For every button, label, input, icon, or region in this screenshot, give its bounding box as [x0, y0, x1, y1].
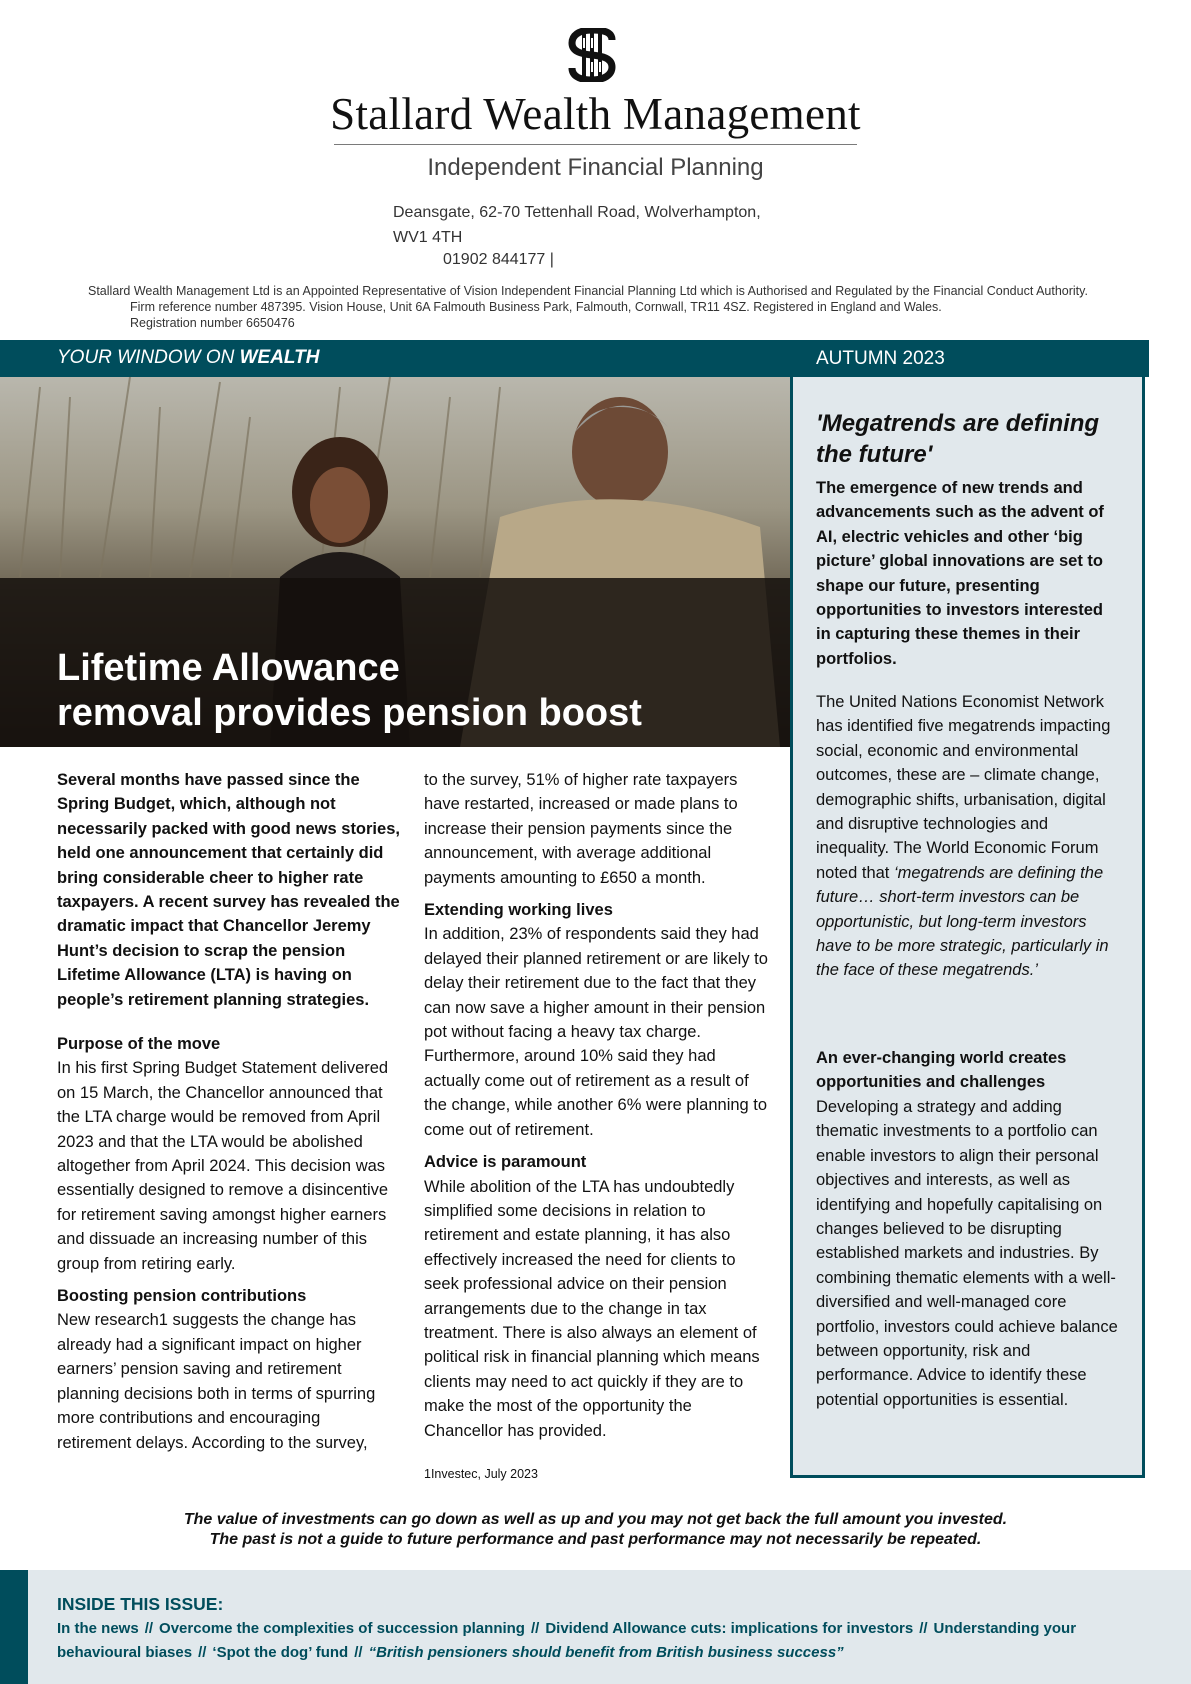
- paragraph-boosting-continued: to the survey, 51% of higher rate taxpayers have restarted, increased or made plans to increase their pension payments since the announcement, with average additional payments amounting to £650 a month.: [424, 771, 738, 887]
- sidebar-quote: ‘megatrends are defining the future… short-term investors can be opportunistic, but long-term investors have to be more strategic, particularly in the face of these megatrends.’: [816, 863, 1109, 980]
- heading-advice: Advice is paramount: [424, 1153, 587, 1172]
- article-column-1: [57, 1032, 397, 1454]
- item-separator: //: [144, 1620, 154, 1637]
- footnote: 1Investec, July 2023: [424, 1467, 538, 1481]
- item-separator: //: [198, 1644, 207, 1661]
- sidebar-body-text: The United Nations Economist Network has identified five megatrends impacting social, economic and environmental outcomes, these are – climate change, demographic shifts, urbanisation, digital and disruptive technologies and inequality. The World Economic Forum noted that: [816, 693, 1111, 882]
- newsletter-title-emphasis: WEALTH: [239, 347, 320, 368]
- sidebar-body-2: Developing a strategy and adding thematic investments to a portfolio can enable investors to align their personal objectives and interests, as well as identifying and hopefully capitalising on changes believed to be disrupting established markets and industries. By combining thematic elements with a well-diversified and well-managed core portfolio, investors could achieve balance between opportunity, risk and performance. Advice to identify these potential opportunities is essential.: [816, 1098, 1118, 1409]
- firm-tagline: Independent Financial Planning: [427, 154, 764, 181]
- heading-extending: Extending working lives: [424, 901, 613, 920]
- disclaimer-line-1: The value of investments can go down as well as up and you may not get back the full amount you invested.: [183, 1511, 1008, 1528]
- headline-line-1: Lifetime Allowance: [57, 647, 400, 689]
- sidebar-subheading: An ever-changing world creates opportunities and challenges: [816, 1049, 1067, 1092]
- paragraph-extending: In addition, 23% of respondents said they had delayed their planned retirement or are likely to delay their retirement due to the fact that they can now save a higher amount in their pension pot without facing a heavy tax charge. Furthermore, around 10% said they had actually come out of retirement as a result of the change, while another 6% were planning to come out of retirement.: [424, 925, 768, 1139]
- heading-purpose: Purpose of the move: [57, 1035, 221, 1053]
- headline-line-2: removal provides pension boost: [57, 692, 642, 734]
- issue-item-british-pensioners: “British pensioners should benefit from British business success”: [368, 1644, 844, 1661]
- issue-item-biases: Understanding your behavioural biases: [57, 1620, 1077, 1661]
- regulatory-notice: [88, 283, 1088, 331]
- issue-date: AUTUMN 2023: [816, 348, 945, 369]
- paragraph-boosting: New research1 suggests the change has already had a significant impact on higher earners’ pension saving and retirement planning decisions both in terms of spurring more contributions and encouraging retirement delays. According to the survey,: [57, 1311, 376, 1452]
- firm-name: Stallard Wealth Management: [330, 89, 861, 139]
- issue-item-dividend: Dividend Allowance cuts: implications for investors: [545, 1620, 914, 1637]
- paragraph-advice: While abolition of the LTA has undoubtedly simplified some decisions in relation to retirement and estate planning, it has also effectively increased the need for clients to seek professional advice on their pension arrangements due to the change in tax treatment. There is also always an element of political risk in financial planning which means clients may need to act quickly if they are to make the most of the opportunity the Chancellor has provided.: [424, 1177, 760, 1440]
- inside-issue-accent: [0, 1570, 28, 1684]
- item-separator: //: [530, 1620, 540, 1637]
- newsletter-title-prefix: YOUR WINDOW ON: [57, 347, 240, 368]
- issue-item-spot-the-dog: ‘Spot the dog’ fund: [212, 1644, 349, 1661]
- sidebar-body: [816, 690, 1121, 983]
- inside-issue-list: [57, 1617, 1157, 1665]
- heading-boosting: Boosting pension contributions: [57, 1287, 307, 1306]
- inside-issue-title: INSIDE THIS ISSUE:: [57, 1594, 224, 1614]
- firm-address: [393, 200, 823, 250]
- disclaimer-line-2: The past is not a guide to future performance and past performance may not necessarily be repeated.: [209, 1531, 982, 1548]
- issue-item-in-the-news: In the news: [57, 1620, 139, 1637]
- newsletter-title: [57, 347, 319, 369]
- risk-disclaimer: [0, 1510, 1191, 1550]
- address-line-2: WV1 4TH: [393, 229, 463, 246]
- firm-phone: 01902 844177 |: [443, 251, 554, 268]
- stallard-logo-icon: [568, 28, 616, 82]
- item-separator: //: [354, 1644, 363, 1661]
- legal-line-1: Stallard Wealth Management Ltd is an Appointed Representative of Vision Independent Financial Planning Ltd which is Authorised and Regulated by the Financial Conduct Authority.: [88, 284, 1088, 298]
- address-line-1: Deansgate, 62-70 Tettenhall Road, Wolverhampton,: [393, 204, 761, 221]
- headline: [57, 646, 757, 736]
- article-lede: Several months have passed since the Spring Budget, which, although not necessarily packed with good news stories, held one announcement that certainly did bring considerable cheer to higher rate taxpayers. A recent survey has revealed the dramatic impact that Chancellor Jeremy Hunt’s decision to scrap the pension Lifetime Allowance (LTA) is having on people’s retirement planning strategies.: [57, 771, 400, 1009]
- legal-line-3: Registration number 6650476: [130, 316, 295, 330]
- sidebar-heading: 'Megatrends are defining the future': [816, 410, 1100, 468]
- legal-line-2: Firm reference number 487395. Vision House, Unit 6A Falmouth Business Park, Falmouth, Cornwall, TR11 4SZ. Registered in England and Wales.: [130, 300, 942, 314]
- paragraph-purpose: In his first Spring Budget Statement delivered on 15 March, the Chancellor announced that the LTA charge would be removed from April 2023 and that the LTA would be abolished altogether from April 2024. This decision was essentially designed to remove a disincentive for retirement saving amongst higher earners and dissuade an increasing number of this group from retiring early.: [57, 1059, 389, 1273]
- header-divider: [334, 144, 857, 145]
- article-column-2: [424, 768, 769, 1443]
- issue-item-succession: Overcome the complexities of succession planning: [159, 1620, 525, 1637]
- sidebar-intro: The emergence of new trends and advancements such as the advent of AI, electric vehicles and other ‘big picture’ global innovations are set to shape our future, presenting opportunities to investors interested in capturing these themes in their portfolios.: [816, 479, 1104, 668]
- item-separator: //: [919, 1620, 928, 1637]
